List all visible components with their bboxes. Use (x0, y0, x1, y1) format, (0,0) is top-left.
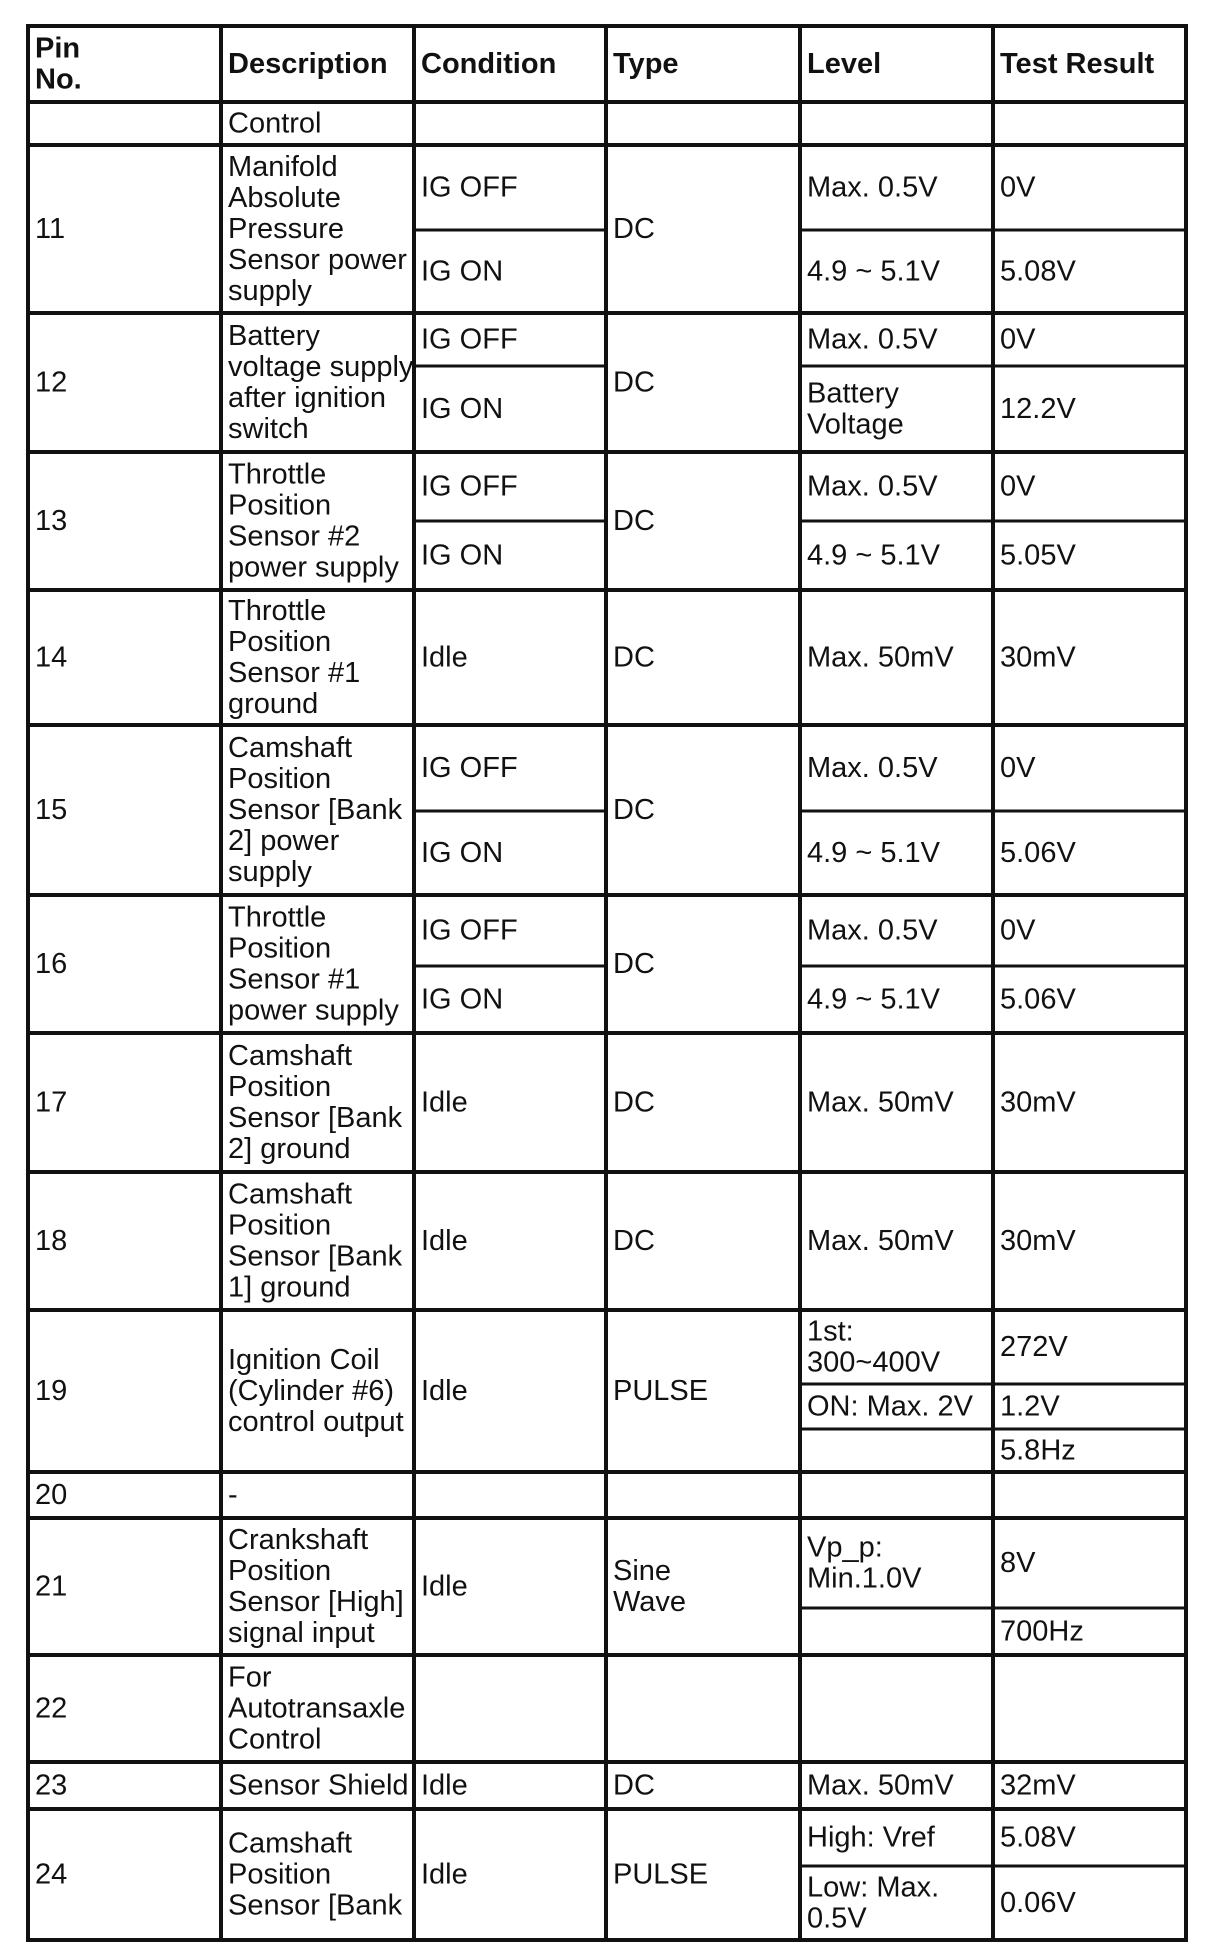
pin-description: Sensor [Bank (228, 1240, 403, 1273)
pin-description: after ignition (228, 382, 386, 414)
expected-level: Max. 50mV (807, 641, 954, 674)
test-result: 0V (1000, 752, 1036, 784)
pin-description: Crankshaft (228, 1524, 369, 1556)
pin-number: 21 (35, 1570, 68, 1603)
test-result: 0V (1000, 914, 1036, 947)
expected-level: Max. 0.5V (807, 470, 938, 503)
pin-description: Position (228, 1555, 332, 1587)
pin-description: Ignition Coil (228, 1344, 380, 1376)
test-condition: Idle (421, 1375, 468, 1407)
pin-description: Sensor [High] (228, 1586, 404, 1618)
pin-description: Sensor #1 (228, 657, 361, 689)
pin-description: Sensor #2 (228, 520, 361, 553)
pin-number: 11 (35, 213, 66, 245)
pin-number: 12 (35, 366, 68, 399)
pin-description: Control (228, 107, 322, 140)
pin-description: voltage supply (228, 351, 414, 383)
pin-description: Camshaft (228, 1178, 353, 1211)
signal-type: PULSE (613, 1858, 709, 1891)
signal-type: DC (613, 794, 655, 826)
pin-description: Throttle (228, 458, 327, 491)
pin-description: 2] power (228, 825, 340, 857)
test-condition: Idle (421, 1769, 468, 1802)
pin-description: Camshaft (228, 732, 353, 764)
header-result: Test Result (1000, 48, 1155, 80)
test-result: 30mV (1000, 641, 1076, 674)
expected-level: 4.9 ~ 5.1V (807, 255, 941, 288)
pin-description: supply (228, 275, 312, 307)
signal-type: DC (613, 505, 655, 537)
pin-description: Position (228, 1858, 332, 1891)
pin-description: Manifold (228, 151, 338, 183)
table-text (35, 33, 1155, 1935)
test-condition: Idle (421, 641, 468, 674)
expected-level: 4.9 ~ 5.1V (807, 837, 941, 869)
test-condition: Idle (421, 1086, 468, 1119)
pin-description: Position (228, 932, 332, 965)
pin-description: Sensor [Bank (228, 1102, 403, 1134)
pin-description: (Cylinder #6) (228, 1375, 394, 1407)
pin-description: power supply (228, 994, 399, 1027)
pin-number: 14 (35, 641, 68, 674)
test-condition: IG OFF (421, 171, 518, 204)
test-result: 5.08V (1000, 1821, 1076, 1854)
pin-number: 17 (35, 1086, 68, 1119)
pin-description: For (228, 1661, 272, 1694)
signal-type: Sine (613, 1555, 672, 1587)
pin-description: Absolute (228, 182, 341, 214)
pin-number: 23 (35, 1769, 68, 1802)
pin-description: 1] ground (228, 1271, 351, 1304)
test-condition: IG OFF (421, 752, 518, 784)
pin-description: Camshaft (228, 1827, 353, 1860)
expected-level: Battery (807, 377, 899, 410)
expected-level: 0.5V (807, 1902, 867, 1935)
expected-level: 4.9 ~ 5.1V (807, 539, 941, 572)
signal-type: DC (613, 1225, 655, 1257)
pin-number: 13 (35, 505, 68, 537)
pin-description: Camshaft (228, 1040, 353, 1072)
signal-type: DC (613, 1086, 655, 1119)
pin-description: supply (228, 856, 312, 888)
signal-type: DC (613, 366, 655, 399)
pin-description: Battery (228, 320, 320, 352)
pin-number: 16 (35, 948, 68, 980)
expected-level: Max. 50mV (807, 1769, 954, 1802)
pin-description: power supply (228, 551, 399, 584)
test-condition: IG ON (421, 255, 504, 288)
expected-level: Max. 0.5V (807, 323, 938, 356)
test-result: 32mV (1000, 1769, 1076, 1802)
pin-description: Position (228, 1209, 332, 1242)
test-result: 8V (1000, 1547, 1036, 1579)
pin-number: 15 (35, 794, 68, 826)
pin-number: 18 (35, 1225, 68, 1257)
expected-level: Max. 50mV (807, 1086, 954, 1119)
header-type: Type (613, 48, 679, 80)
test-condition: IG ON (421, 837, 504, 869)
signal-type: DC (613, 213, 655, 245)
expected-level: 4.9 ~ 5.1V (807, 983, 941, 1016)
test-result: 5.06V (1000, 983, 1076, 1016)
expected-level: ON: Max. 2V (807, 1390, 973, 1423)
pin-description: Throttle (228, 595, 327, 627)
pin-description: Position (228, 626, 332, 658)
test-condition: IG ON (421, 539, 504, 572)
test-condition: Idle (421, 1225, 468, 1257)
signal-type: DC (613, 641, 655, 674)
expected-level: High: Vref (807, 1821, 935, 1854)
signal-type: DC (613, 948, 655, 980)
test-result: 272V (1000, 1331, 1068, 1363)
expected-level: 300~400V (807, 1346, 941, 1379)
test-condition: Idle (421, 1570, 468, 1603)
pin-description: Sensor Shield (228, 1769, 409, 1802)
test-condition: IG OFF (421, 470, 518, 503)
pin-description: - (228, 1479, 238, 1511)
pin-description: control output (228, 1406, 404, 1438)
header-pin: No. (35, 63, 82, 96)
pin-description: 2] ground (228, 1133, 351, 1165)
test-result: 30mV (1000, 1225, 1076, 1257)
pin-description: ground (228, 688, 319, 720)
test-condition: Idle (421, 1858, 468, 1891)
pin-description: Pressure (228, 213, 345, 245)
test-result: 0.06V (1000, 1887, 1076, 1919)
pin-description: Position (228, 763, 332, 795)
pin-description: Autotransaxle (228, 1692, 406, 1725)
test-result: 5.8Hz (1000, 1434, 1076, 1467)
test-result: 5.05V (1000, 539, 1076, 572)
pin-number: 22 (35, 1692, 68, 1725)
expected-level: Low: Max. (807, 1871, 940, 1904)
test-condition: IG ON (421, 983, 504, 1016)
pin-number: 19 (35, 1375, 68, 1407)
test-result: 12.2V (1000, 393, 1076, 425)
test-condition: IG ON (421, 393, 504, 425)
test-result: 0V (1000, 470, 1036, 503)
pin-description: Sensor #1 (228, 963, 361, 996)
header-pin: Pin (35, 32, 81, 65)
signal-type: Wave (613, 1586, 687, 1618)
pin-number: 20 (35, 1479, 68, 1511)
pin-description: Position (228, 1071, 332, 1103)
header-cond: Condition (421, 48, 557, 80)
pin-description: switch (228, 413, 309, 445)
test-result: 30mV (1000, 1086, 1076, 1119)
pin-number: 24 (35, 1858, 68, 1891)
test-result: 5.06V (1000, 837, 1076, 869)
test-result: 1.2V (1000, 1390, 1060, 1423)
expected-level: Max. 0.5V (807, 914, 938, 947)
test-result: 5.08V (1000, 255, 1076, 288)
header-desc: Description (228, 48, 388, 80)
test-condition: IG OFF (421, 914, 518, 947)
expected-level: 1st: (807, 1315, 854, 1348)
expected-level: Max. 0.5V (807, 171, 938, 204)
pin-description: Throttle (228, 901, 327, 934)
pin-description: Control (228, 1723, 322, 1756)
pin-description: Sensor [Bank (228, 794, 403, 826)
pin-description: signal input (228, 1617, 375, 1649)
test-result: 700Hz (1000, 1615, 1084, 1648)
test-result: 0V (1000, 171, 1036, 204)
header-level: Level (807, 48, 882, 80)
pin-description: Sensor power (228, 244, 407, 276)
expected-level: Vp_p: (807, 1531, 883, 1564)
signal-type: PULSE (613, 1375, 709, 1407)
pin-description: Sensor [Bank (228, 1889, 403, 1922)
signal-type: DC (613, 1769, 655, 1802)
test-result: 0V (1000, 323, 1036, 356)
expected-level: Max. 0.5V (807, 752, 938, 784)
expected-level: Voltage (807, 408, 904, 441)
test-condition: IG OFF (421, 323, 518, 356)
expected-level: Max. 50mV (807, 1225, 954, 1257)
expected-level: Min.1.0V (807, 1562, 922, 1595)
pin-description: Position (228, 489, 332, 522)
